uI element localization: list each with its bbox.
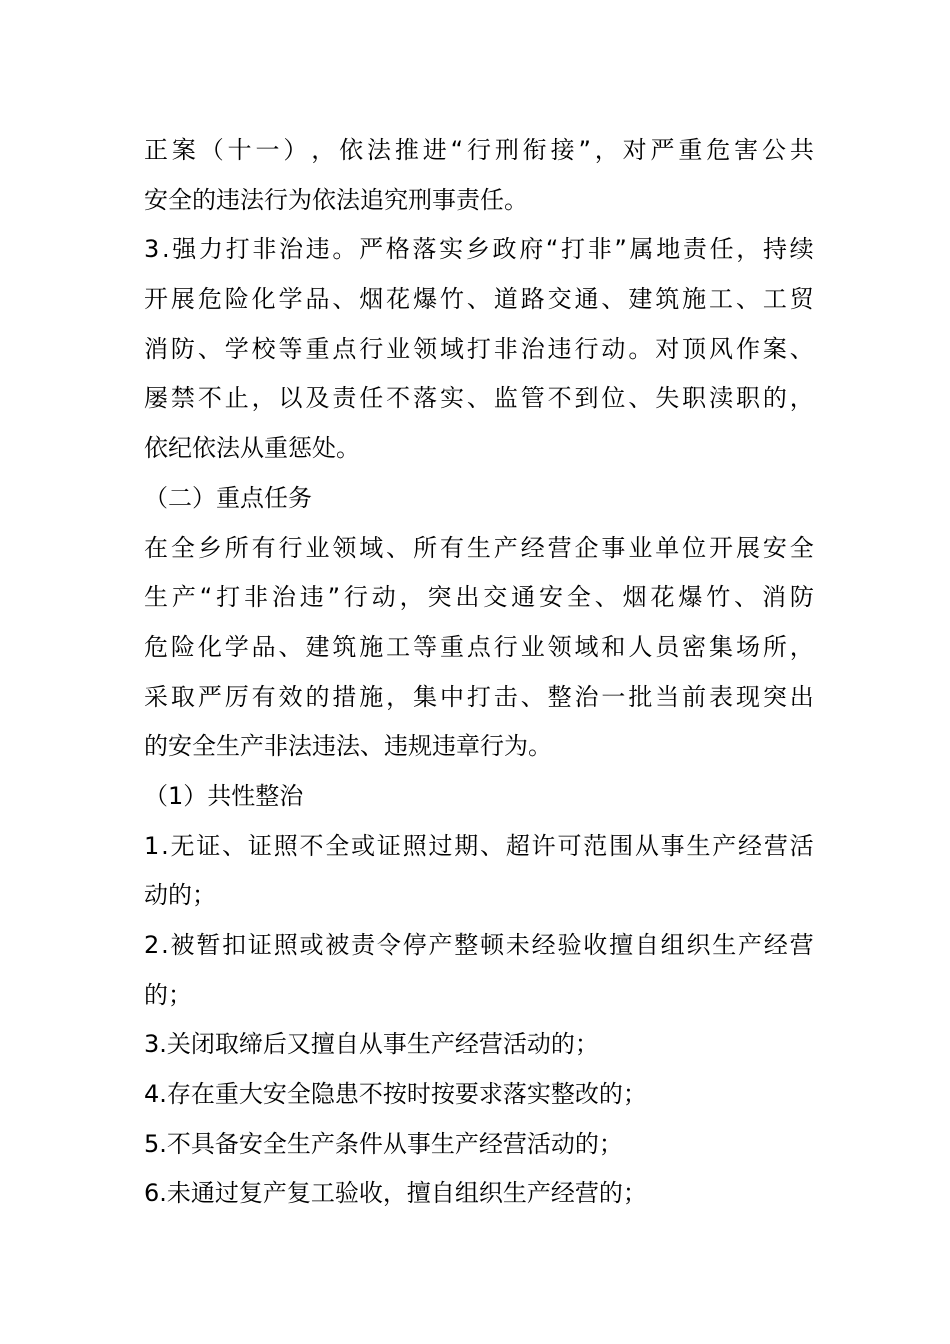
text-line: 消 防 、 学 校 等 重 点 行 业 领 域 打 非 治 违 行 动 。 对 顶 风 作 案 、 xyxy=(144,334,814,363)
list-item-continuation: 动的； xyxy=(144,881,216,910)
text-line: 依纪依法从重惩处。 xyxy=(144,434,360,463)
text-line: 安全的违法行为依法追究刑事责任。 xyxy=(144,185,528,214)
section-heading: （二）重点任务 xyxy=(144,483,312,512)
text-line: 在 全 乡 所 有 行 业 领 域 、 所 有 生 产 经 营 企 事 业 单 位 开 展 安 全 xyxy=(144,533,814,562)
text-line: 采 取 严 厉 有 效 的 措 施 ， 集 中 打 击 、 整 治 一 批 当 前 表 现 突 出 xyxy=(144,682,814,711)
text-line: 屡 禁 不 止 ， 以 及 责 任 不 落 实 、 监 管 不 到 位 、 失 职 渎 职 的 ， xyxy=(144,384,814,413)
list-item: 6.未通过复产复工验收，擅自组织生产经营的； xyxy=(144,1179,647,1208)
text-line: 开 展 危 险 化 学 品 、 烟 花 爆 竹 、 道 路 交 通 、 建 筑 施 工 、 工 贸 xyxy=(144,285,814,314)
list-item: 3.关闭取缔后又擅自从事生产经营活动的； xyxy=(144,1030,599,1059)
text-line: 3 . 强 力 打 非 治 违 。 严 格 落 实 乡 政 府 “ 打 非 ” 属 地 责 任 ， 持 续 xyxy=(144,235,814,264)
subsection-heading: （1）共性整治 xyxy=(144,781,304,810)
text-line: 生 产 “ 打 非 治 违 ” 行 动 ， 突 出 交 通 安 全 、 烟 花 爆 竹 、 消 防 xyxy=(144,583,814,612)
text-line: 的安全生产非法违法、违规违章行为。 xyxy=(144,732,552,761)
document-body xyxy=(144,126,814,1219)
text-line: 危 险 化 学 品 、 建 筑 施 工 等 重 点 行 业 领 域 和 人 员 密 集 场 所 ， xyxy=(144,632,814,661)
list-item-continuation: 的； xyxy=(144,980,192,1009)
list-item: 2 . 被 暂 扣 证 照 或 被 责 令 停 产 整 顿 未 经 验 收 擅 自 组 织 生 产 经 营 xyxy=(144,931,814,959)
list-item: 1 . 无 证 、 证 照 不 全 或 证 照 过 期 、 超 许 可 范 围 从 事 生 产 经 营 活 xyxy=(144,831,814,860)
list-item: 4.存在重大安全隐患不按时按要求落实整改的； xyxy=(144,1080,647,1109)
list-item: 5.不具备安全生产条件从事生产经营活动的； xyxy=(144,1129,623,1158)
text-line: 正 案 （ 十 一 ） ， 依 法 推 进 “ 行 刑 衔 接 ” ， 对 严 重 危 害 公 共 xyxy=(144,136,814,164)
